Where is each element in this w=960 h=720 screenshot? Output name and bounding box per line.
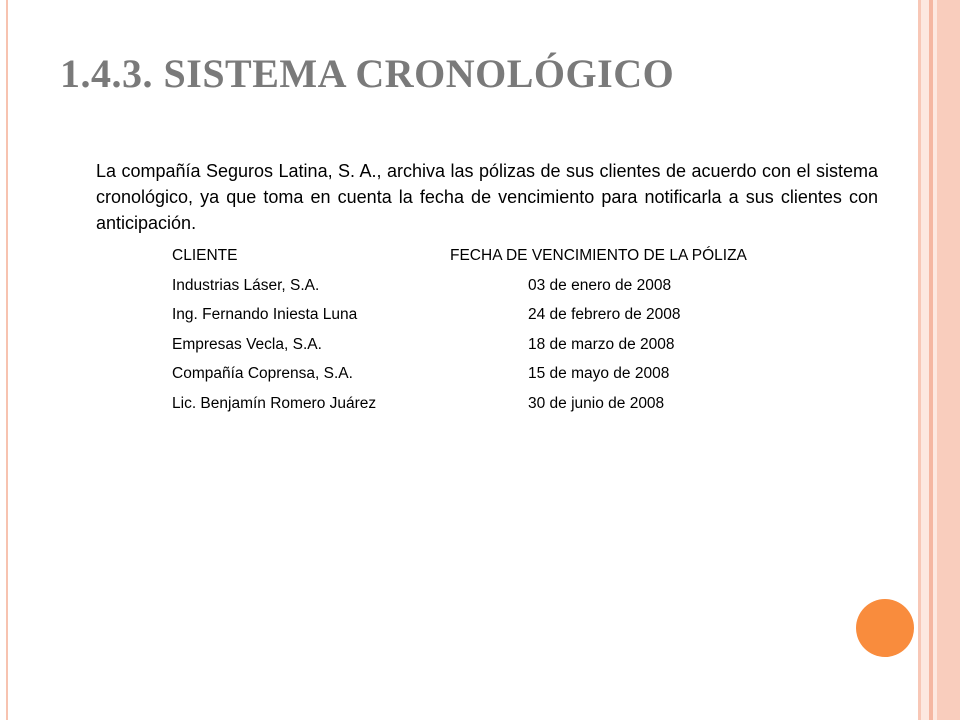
- client-column-header: CLIENTE: [172, 247, 238, 264]
- intro-paragraph: La compañía Seguros Latina, S. A., archiva las pólizas de sus clientes de acuerdo con el sistema cronológico, ya que toma en cuenta la fecha de vencimiento para notificarla a sus clientes con anticipación.: [96, 161, 878, 233]
- table-row: [172, 274, 812, 304]
- due-date-cell: 15 de mayo de 2008: [528, 365, 670, 382]
- client-cell: Empresas Vecla, S.A.: [172, 335, 322, 353]
- client-cell: Ing. Fernando Iniesta Luna: [172, 306, 358, 323]
- policy-table: [172, 244, 812, 421]
- due-date-column-header: FECHA DE VENCIMIENTO DE LA PÓLIZA: [450, 247, 747, 264]
- table-row: [172, 362, 812, 392]
- table-row: [172, 303, 812, 333]
- decorative-circle: [856, 599, 914, 657]
- client-cell: Lic. Benjamín Romero Juárez: [172, 394, 377, 412]
- table-row: [172, 392, 812, 422]
- due-date-cell: 03 de enero de 2008: [528, 276, 672, 294]
- client-cell: Industrias Láser, S.A.: [172, 276, 320, 294]
- due-date-cell: 30 de junio de 2008: [528, 394, 665, 412]
- right-border-stripe: [921, 0, 929, 720]
- client-cell: Compañía Coprensa, S.A.: [172, 365, 353, 382]
- right-border-band: [937, 0, 960, 720]
- slide-title: 1.4.3. SISTEMA CRONOLÓGICO: [60, 51, 675, 96]
- due-date-cell: 18 de marzo de 2008: [528, 335, 675, 353]
- left-border-line: [6, 0, 8, 720]
- table-row: [172, 333, 812, 363]
- due-date-cell: 24 de febrero de 2008: [528, 306, 681, 323]
- table-header-row: [172, 244, 812, 274]
